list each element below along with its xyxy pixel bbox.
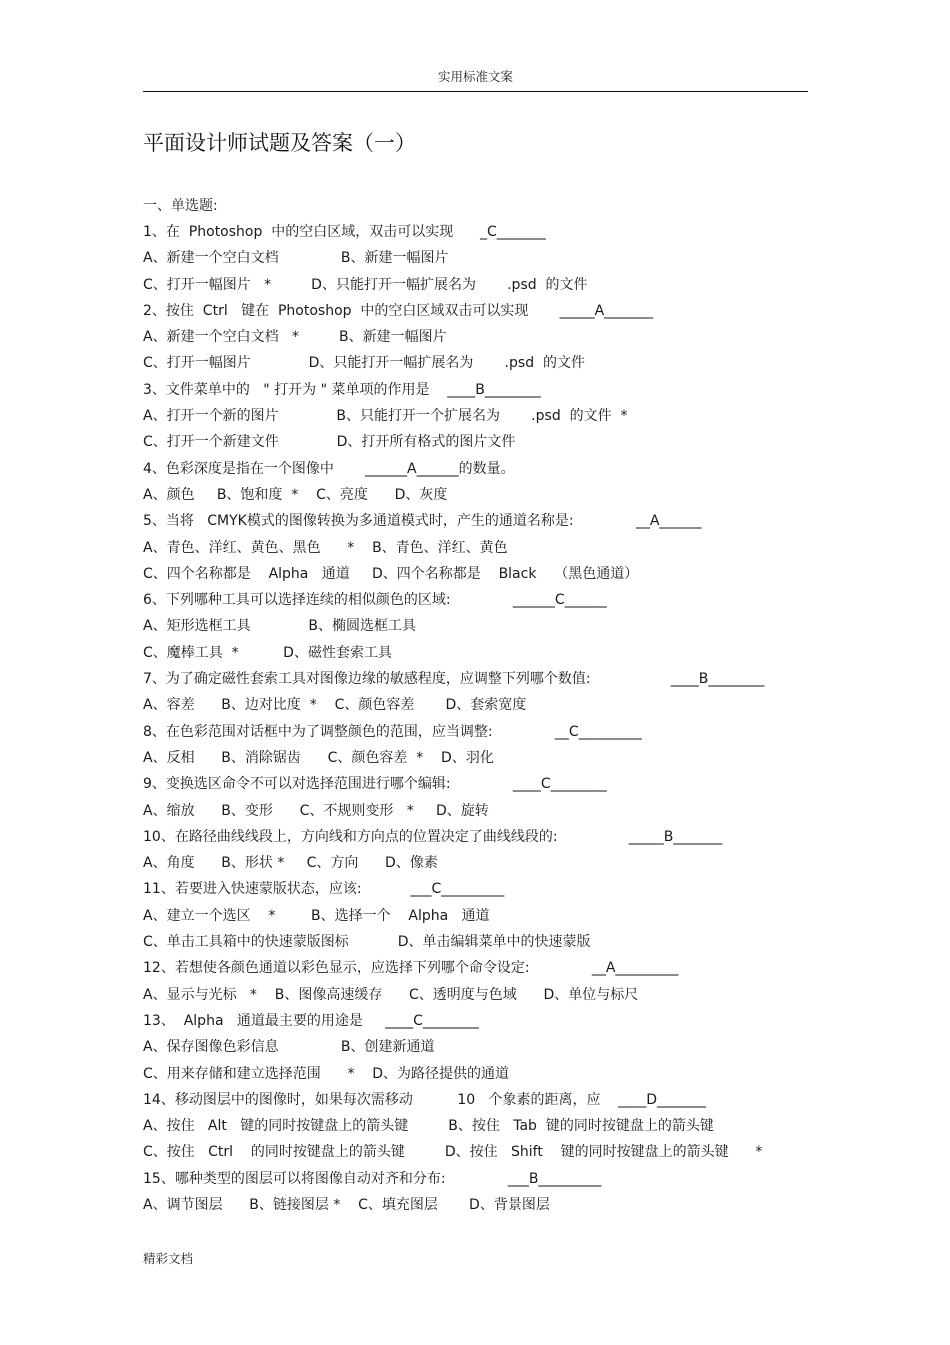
page-header: 实用标准文案 — [437, 69, 513, 84]
header-divider — [143, 91, 808, 92]
answer-options-row: A、青色、洋红、黄色、黑色 * B、青色、洋红、黄色 — [143, 539, 508, 556]
answer-options-row: A、角度 B、形状 * C、方向 D、像素 — [143, 855, 438, 872]
answer-options-row: C、四个名称都是 Alpha 通道 D、四个名称都是 Black （黑色通道） — [143, 565, 639, 582]
answer-options-row: A、按住 Alt 键的同时按键盘上的箭头键 B、按住 Tab 键的同时按键盘上的箭头键 — [143, 1118, 714, 1135]
question-text: 14、移动图层中的图像时，如果每次需移动 10 个象素的距离，应 ____D_______ — [143, 1091, 707, 1108]
question-text: 15、哪种类型的图层可以将图像自动对齐和分布: ___B_________ — [143, 1170, 602, 1187]
question-text: 6、下列哪种工具可以选择连续的相似颜色的区域: ______C______ — [143, 592, 607, 609]
answer-options-row: A、建立一个选区 * B、选择一个 Alpha 通道 — [143, 907, 490, 924]
answer-options-row: A、新建一个空白文档 * B、新建一幅图片 — [143, 329, 447, 346]
answer-options-row: C、打开一幅图片 D、只能打开一幅扩展名为 .psd 的文件 — [143, 355, 585, 372]
question-text: 3、文件菜单中的 " 打开为 " 菜单项的作用是 ____B________ — [143, 381, 541, 398]
answer-options-row: A、矩形选框工具 B、椭圆选框工具 — [143, 618, 417, 635]
question-text: 4、色彩深度是指在一个图像中 ______A______的数量。 — [143, 460, 515, 477]
answer-options-row: A、缩放 B、变形 C、不规则变形 * D、旋转 — [143, 802, 489, 819]
answer-options-row: A、容差 B、边对比度 * C、颜色容差 D、套索宽度 — [143, 697, 527, 714]
question-text: 1、在 Photoshop 中的空白区域，双击可以实现 _C_______ — [143, 224, 546, 240]
question-text: 13、 Alpha 通道最主要的用途是 ____C________ — [143, 1012, 479, 1029]
question-text: 8、在色彩范围对话框中为了调整颜色的范围，应当调整: __C_________ — [143, 723, 642, 740]
question-text: 11、若要进入快速蒙版状态，应该: ___C_________ — [143, 881, 505, 898]
answer-options-row: C、魔棒工具 * D、磁性套索工具 — [143, 644, 392, 661]
answer-options-row: A、反相 B、消除锯齿 C、颜色容差 * D、羽化 — [143, 749, 494, 766]
answer-options-row: A、保存图像色彩信息 B、创建新通道 — [143, 1039, 435, 1056]
answer-options-row: A、显示与光标 * B、图像高速缓存 C、透明度与色域 D、单位与标尺 — [143, 986, 639, 1003]
answer-options-row: A、打开一个新的图片 B、只能打开一个扩展名为 .psd 的文件 * — [143, 408, 628, 425]
page-footer: 精彩文档 — [143, 1251, 194, 1266]
question-text: 12、若想使各颜色通道以彩色显示，应选择下列哪个命令设定: __A_________ — [143, 960, 679, 977]
question-list — [143, 219, 823, 1218]
question-text: 9、变换选区命令不可以对选择范围进行哪个编辑: ____C________ — [143, 776, 607, 793]
answer-options-row: A、调节图层 B、链接图层 * C、填充图层 D、背景图层 — [143, 1196, 550, 1213]
question-text: 5、当将 CMYK模式的图像转换为多通道模式时，产生的通道名称是: __A______ — [143, 513, 702, 530]
question-text: 7、为了确定磁性套索工具对图像边缘的敏感程度，应调整下列哪个数值: ____B________ — [143, 671, 765, 688]
answer-options-row: C、单击工具箱中的快速蒙版图标 D、单击编辑菜单中的快速蒙版 — [143, 934, 591, 951]
answer-options-row: A、新建一个空白文档 B、新建一幅图片 — [143, 250, 449, 267]
answer-options-row: C、按住 Ctrl 的同时按键盘上的箭头键 D、按住 Shift 键的同时按键盘上的箭头键 * — [143, 1144, 763, 1161]
answer-options-row: A、颜色 B、饱和度 * C、亮度 D、灰度 — [143, 486, 448, 503]
answer-options-row: C、打开一幅图片 * D、只能打开一幅扩展名为 .psd 的文件 — [143, 276, 588, 293]
answer-options-row: C、用来存储和建立选择范围 * D、为路径提供的通道 — [143, 1065, 510, 1082]
section-heading: 一、单选题: — [143, 198, 218, 214]
answer-options-row: C、打开一个新建文件 D、打开所有格式的图片文件 — [143, 434, 516, 451]
question-text: 10、在路径曲线线段上，方向线和方向点的位置决定了曲线线段的: _____B_______ — [143, 828, 723, 845]
question-text: 2、按住 Ctrl 键在 Photoshop 中的空白区域双击可以实现 _____A_______ — [143, 302, 654, 319]
document-title: 平面设计师试题及答案（一） — [143, 131, 416, 155]
